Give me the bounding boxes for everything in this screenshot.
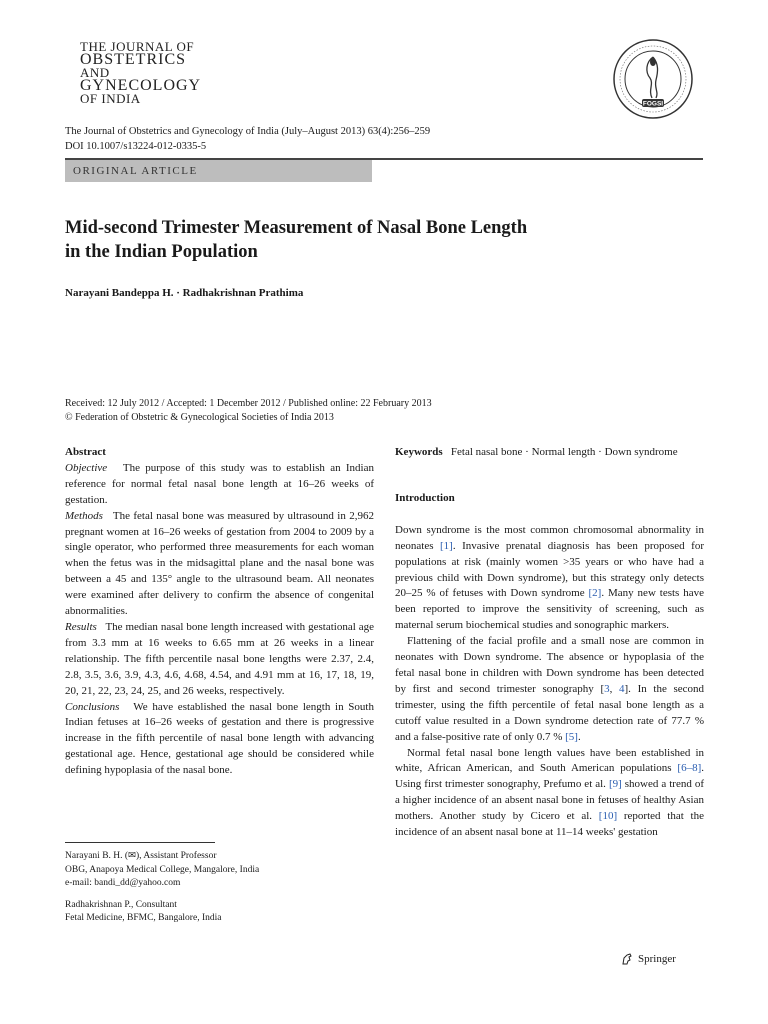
ref-link-6-8[interactable]: [6–8] [677, 762, 702, 775]
affil-spacer [65, 891, 375, 899]
publisher-logo [620, 952, 676, 966]
affil-b-org: Fetal Medicine, BFMC, Bangalore, India [65, 913, 222, 924]
logo-line-4: GYNECOLOGY [80, 77, 202, 94]
logo-line-2: OBSTETRICS [80, 51, 187, 68]
ref-link-9[interactable]: [9] [608, 778, 622, 791]
intro-p2-text-b: ]. In the second trimester, using the fifth percentile of fetal nasal bone length as a cutoff value resulted in a Down syndrome detection rate of 77.7 % and a false-positive rate of only 0.7 % [395, 682, 705, 743]
intro-p3-text-b: . Using first trimester sonography, Prefumo et al. [395, 762, 704, 791]
title-line-2: in the Indian Population [65, 242, 258, 262]
objective-label: Objective [65, 461, 108, 474]
intro-p1-text-a: Down syndrome is the most common chromosomal abnormality in neonates [395, 523, 704, 552]
abstract-conclusions [65, 700, 374, 780]
affil-a-org: OBG, Anapoya Medical College, Mangalore, India [65, 864, 260, 875]
conclusions-text: We have established the nasal bone length in South Indian fetuses at 16–26 weeks of gestation and there is progressive increase in the fifth percentile of nasal bone length with advancing gestational age. Hence, gestational age should be considered while defining hypoplasia of the nasal bone. [65, 700, 374, 777]
introduction-heading: Introduction [395, 491, 455, 504]
intro-p1-text-c: . Many new tests have been reported to improve the sensitivity of screening, such as maternal serum biochemical studies and sonographic markers. [395, 587, 705, 632]
keywords-text: Fetal nasal bone · Normal length · Down syndrome [450, 446, 678, 458]
abstract-methods [65, 509, 374, 620]
logo-line-3: AND [80, 65, 110, 80]
keywords-label: Keywords [395, 446, 443, 458]
ref-link-2[interactable]: [2] [588, 587, 602, 600]
intro-p2-sep: , [609, 682, 620, 695]
journal-logo [80, 40, 201, 105]
citation-journal: The Journal of Obstetrics and Gynecology of India (July–August 2013) 63(4):256–259 [65, 126, 431, 137]
abstract-results [65, 620, 374, 700]
conclusions-label: Conclusions [65, 700, 120, 713]
springer-horse-icon [620, 952, 634, 966]
authors: Narayani Bandeppa H. · Radhakrishnan Prathima [65, 287, 304, 299]
intro-p3-text-a: Normal fetal nasal bone length values have been established in white, African American, and South American populations [395, 746, 704, 775]
ref-link-4[interactable]: 4 [619, 682, 625, 695]
publication-dates [65, 397, 705, 425]
intro-p3-text-d: reported that the incidence of an absent nasal bone at 11–14 weeks' gestation [395, 810, 704, 839]
article-type-banner: ORIGINAL ARTICLE [65, 160, 372, 182]
footnote-rule [65, 842, 215, 843]
results-label: Results [65, 620, 97, 633]
intro-paragraph-1 [395, 523, 704, 634]
citation [65, 124, 430, 154]
ref-link-1[interactable]: [1] [440, 539, 453, 552]
publisher-name: Springer [638, 953, 676, 965]
methods-label: Methods [65, 509, 103, 522]
spacer [395, 507, 704, 523]
intro-paragraph-3 [395, 746, 704, 841]
dates-line: Received: 12 July 2012 / Accepted: 1 December 2012 / Published online: 22 February 2013 [65, 398, 432, 409]
objective-text: The purpose of this study was to establish an Indian reference for normal fetal nasal bone length at 16–26 weeks of gestation. [65, 461, 374, 506]
intro-p1-text-b: . Invasive prenatal diagnosis has been proposed for populations at risk (mainly women >35 years or who have had a previous child with Down syndrome), but this strategy only detects 20–25 % of fetuses with Down syndrome [395, 539, 704, 600]
copyright-line: © Federation of Obstetric & Gynecological Societies of India 2013 [65, 412, 334, 423]
intro-p3-text-c: showed a trend of a higher incidence of an absent nasal bone in fetuses of healthy Asian mothers. Another study by Cicero et al. [395, 778, 704, 823]
abstract-heading: Abstract [65, 446, 106, 458]
intro-paragraph-2 [395, 634, 704, 745]
author-affiliations [65, 850, 375, 926]
results-text: The median nasal bone length increased with gestational age from 3.3 mm at 16 weeks to 6.65 mm at 26 weeks in a linear relationship. The fifth percentile nasal bone lengths were 2.37, 2.4, 2.8, 3.5, 3.6, 3.9, 4.3, 4.6, 4.68, 4.54, and 4.91 mm at 16, 17, 18, 19, 20, 21, 22, 23, 24, 25, and 26 weeks, respectively. [65, 620, 374, 697]
methods-text: The fetal nasal bone was measured by ultrasound in 2,962 pregnant women at 16–26 weeks of gestation from 2004 to 2009 by a single operator, who performed three measurements for each woman when the fetus was in the midsagittal plane and the nasal bone was between a 45 and 135° angle to the ultrasound beam. All neonates were examined after delivery to confirm the absence of congenital abnormalities. [65, 509, 375, 618]
title-line-1: Mid-second Trimester Measurement of Nasal Bone Length [65, 218, 528, 238]
logo-line-5: OF INDIA [80, 91, 141, 106]
ref-link-3[interactable]: 3 [604, 682, 610, 695]
citation-doi: DOI 10.1007/s13224-012-0335-5 [65, 141, 207, 152]
affil-a-name: Narayani B. H. (✉), Assistant Professor [65, 851, 217, 861]
spacer [395, 461, 704, 491]
ref-link-5[interactable]: [5] [565, 730, 578, 743]
ref-link-10[interactable]: [10] [598, 810, 618, 823]
abstract-section [65, 445, 374, 779]
affil-a-email[interactable]: e-mail: bandi_dd@yahoo.com [65, 878, 181, 889]
affil-b-name: Radhakrishnan P., Consultant [65, 899, 177, 910]
keywords [395, 445, 704, 461]
seal-text: FOGSI [642, 100, 664, 108]
intro-p2-text-c: . [577, 730, 581, 743]
logo-line-1: THE JOURNAL OF [80, 39, 195, 54]
intro-p2-text-a: Flattening of the facial profile and a small nose are common in neonates with Down syndrome. The absence or hypoplasia of the fetal nasal bone in children with Down syndrome has been detected by first and second trimester sonography [ [395, 635, 704, 695]
article-title [65, 216, 665, 264]
fogsi-seal-icon [612, 38, 694, 120]
abstract-objective [65, 461, 374, 509]
right-column [395, 445, 704, 841]
